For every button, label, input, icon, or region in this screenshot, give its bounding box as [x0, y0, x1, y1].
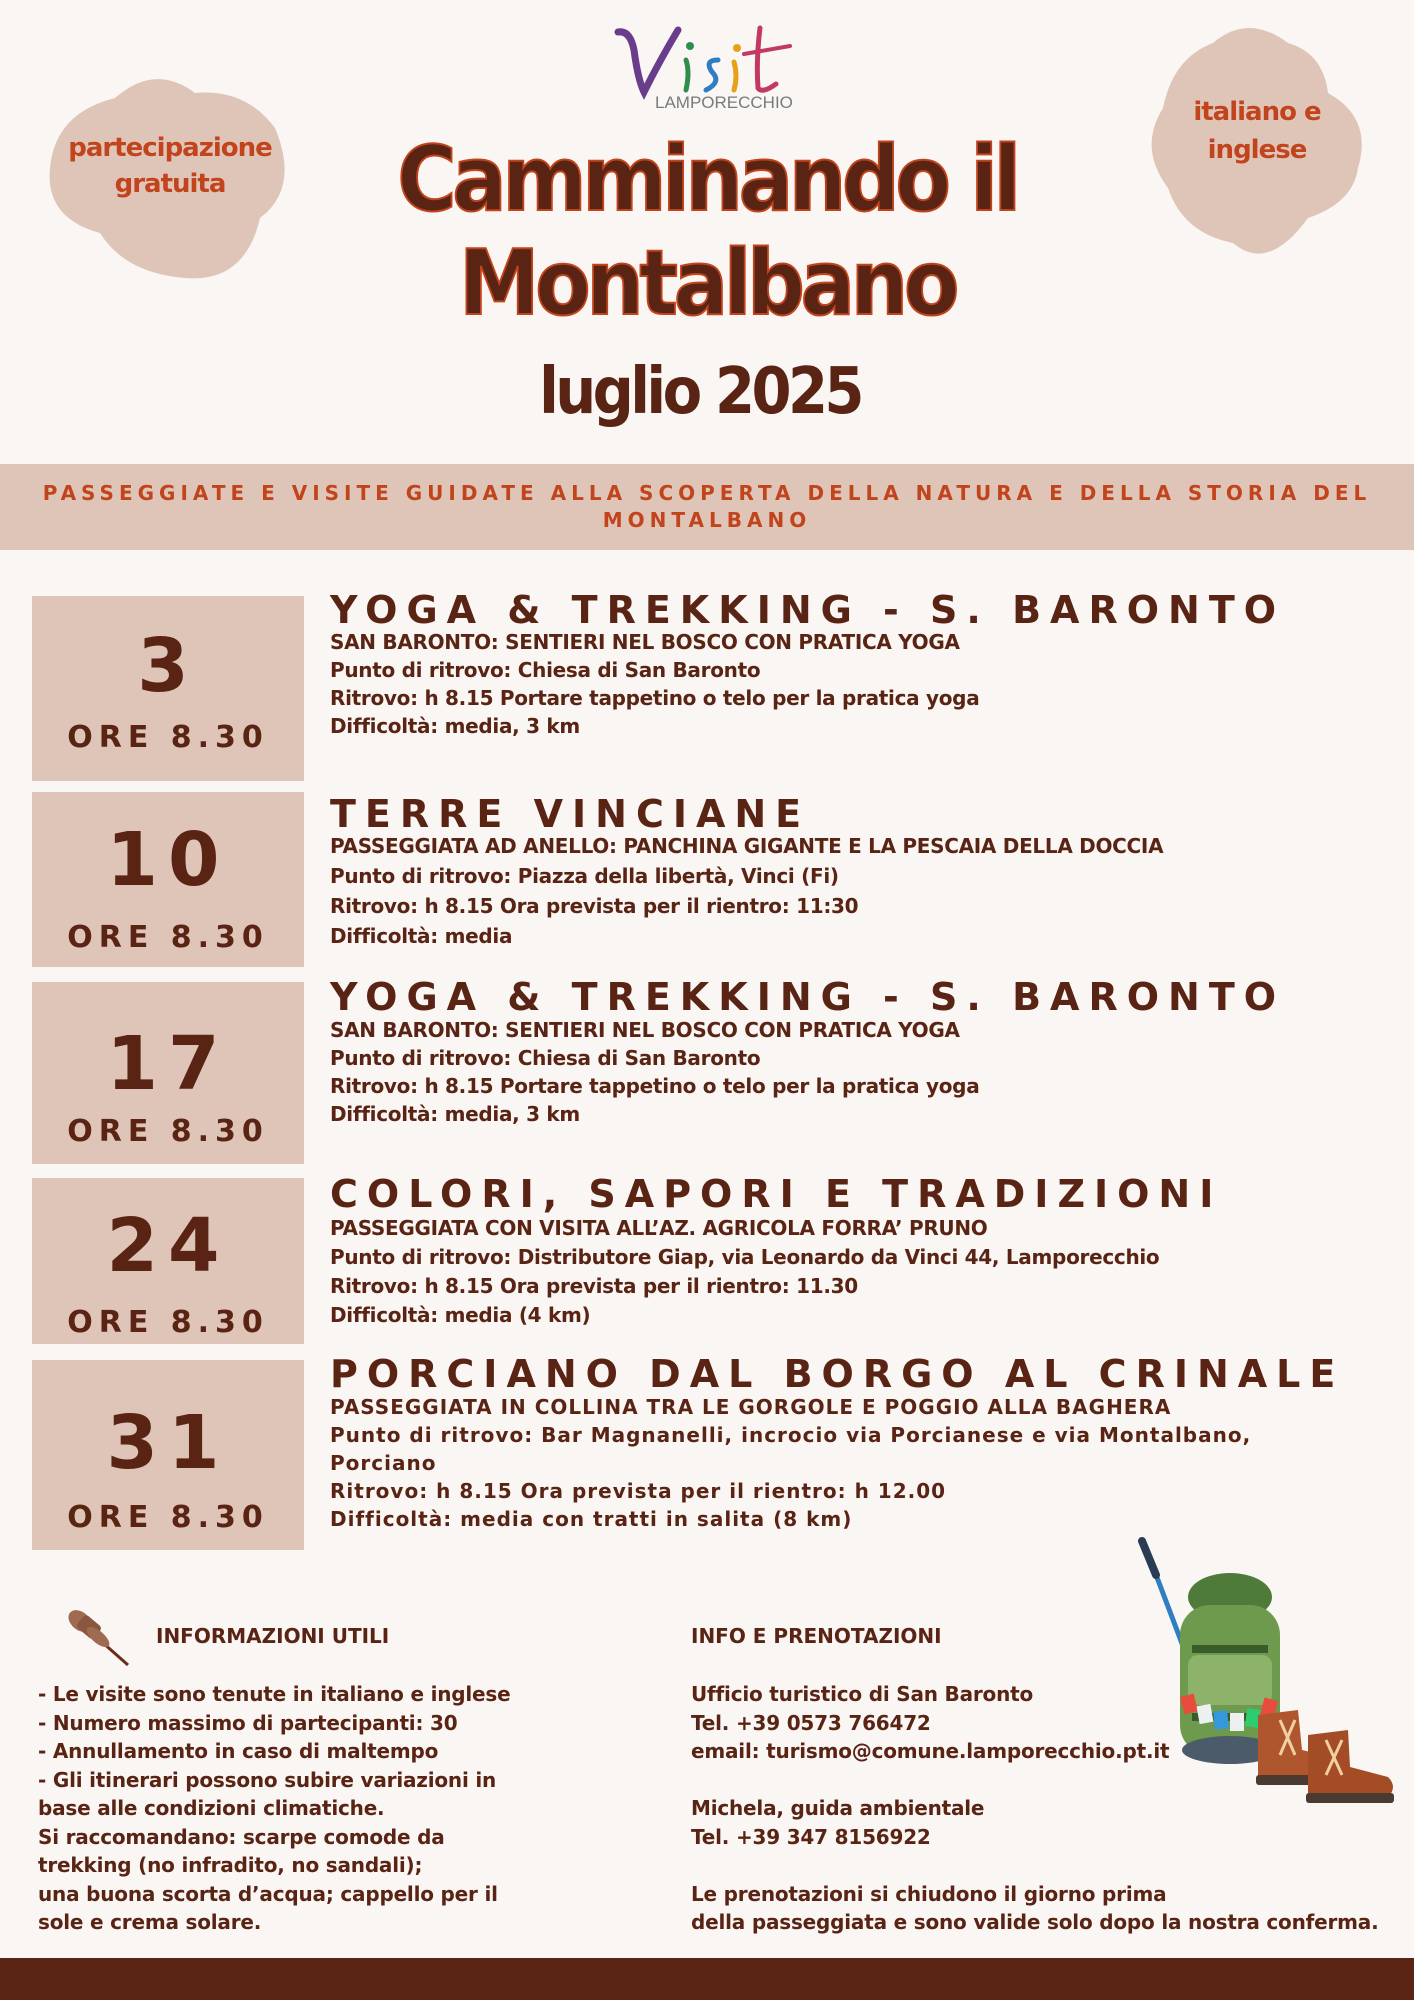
guide-name: Michela, guida ambientale — [691, 1796, 985, 1820]
event-title: PORCIANO DAL BORGO AL CRINALE — [330, 1352, 1345, 1396]
date-box — [32, 982, 304, 1164]
booking-office-phone[interactable]: Tel. +39 0573 766472 — [691, 1710, 931, 1735]
hiking-backpack-boots-icon — [1130, 1535, 1400, 1814]
banner-text: PASSEGGIATE E VISITE GUIDATE ALLA SCOPERTA DELLA NATURA E DELLA STORIA DEL MONTALBANO — [42, 481, 1372, 532]
event-day: 17 — [106, 1021, 230, 1107]
footer-bar — [0, 1958, 1414, 2000]
badge-right-line-2: inglese — [1207, 135, 1307, 165]
event-difficulty: Difficoltà: media, 3 km — [330, 714, 580, 738]
badge-left-line-1: partecipazione — [68, 133, 272, 163]
badge-left-line-2: gratuita — [114, 169, 226, 199]
event-difficulty: Difficoltà: media — [330, 924, 513, 948]
event-meeting-point: Punto di ritrovo: Chiesa di San Baronto — [330, 658, 761, 682]
event-title: COLORI, SAPORI E TRADIZIONI — [330, 1172, 1223, 1216]
event-subtitle: SAN BARONTO: SENTIERI NEL BOSCO CON PRATICA YOGA — [330, 1018, 960, 1042]
event-meeting-point: Punto di ritrovo: Bar Magnanelli, incrocio via Porcianese e via Montalbano, — [330, 1423, 1252, 1447]
booking-office: Ufficio turistico di San Baronto — [691, 1682, 1034, 1706]
event-meeting-time: Ritrovo: h 8.15 Portare tappetino o telo per la pratica yoga — [330, 686, 980, 710]
useful-info-line: sole e crema solare. — [38, 1910, 262, 1934]
useful-info-line: Si raccomandano: scarpe comode da — [38, 1824, 445, 1849]
event-meeting-point: Punto di ritrovo: Piazza della libertà, Vinci (Fi) — [330, 864, 839, 888]
event-subtitle: SAN BARONTO: SENTIERI NEL BOSCO CON PRATICA YOGA — [330, 630, 960, 654]
event-subtitle: PASSEGGIATA CON VISITA ALL’AZ. AGRICOLA FORRA’ PRUNO — [330, 1216, 988, 1240]
event-meeting-time: Ritrovo: h 8.15 Portare tappetino o telo per la pratica yoga — [330, 1074, 980, 1098]
event-meeting-time: Ritrovo: h 8.15 Ora prevista per il rientro: 11.30 — [330, 1274, 858, 1298]
useful-info-line: trekking (no infradito, no sandali); — [38, 1853, 423, 1877]
event-time: ORE 8.30 — [67, 720, 269, 755]
booking-note: della passeggiata e sono valide solo dopo la nostra conferma. — [691, 1910, 1379, 1934]
event-time: ORE 8.30 — [67, 1114, 269, 1149]
event-title: YOGA & TREKKING - S. BARONTO — [330, 975, 1286, 1019]
logo-subtitle: LAMPORECCHIO — [655, 93, 793, 112]
event-time: ORE 8.30 — [67, 1305, 269, 1340]
visit-lamporecchio-logo — [600, 10, 810, 120]
event-meeting-point: Punto di ritrovo: Chiesa di San Baronto — [330, 1046, 761, 1070]
tagline-banner — [0, 464, 1414, 550]
date-box — [32, 1360, 304, 1550]
badge-right-line-1: italiano e — [1193, 97, 1321, 127]
date-box — [32, 596, 304, 781]
guide-phone[interactable]: Tel. +39 347 8156922 — [691, 1824, 931, 1849]
event-time: ORE 8.30 — [67, 920, 269, 955]
event-time: ORE 8.30 — [67, 1500, 269, 1535]
event-meeting-point-cont: Porciano — [330, 1451, 437, 1475]
event-day: 24 — [106, 1203, 230, 1289]
event-subtitle: PASSEGGIATA IN COLLINA TRA LE GORGOLE E POGGIO ALLA BAGHERA — [330, 1395, 1172, 1419]
event-difficulty: Difficoltà: media con tratti in salita (8 km) — [330, 1507, 853, 1531]
booking-heading: INFO E PRENOTAZIONI — [691, 1624, 942, 1648]
title-line-2: Montalbano — [458, 231, 956, 336]
page-title — [71, 128, 1344, 336]
useful-info-line: - Gli itinerari possono subire variazioni in — [38, 1767, 497, 1792]
useful-info-line: - Annullamento in caso di maltempo — [38, 1739, 439, 1763]
pushpin-icon — [58, 1605, 130, 1671]
title-line-1: Camminando il — [397, 127, 1017, 232]
booking-note: Le prenotazioni si chiudono il giorno prima — [691, 1881, 1167, 1906]
event-meeting-time: Ritrovo: h 8.15 Ora prevista per il rientro: h 12.00 — [330, 1479, 947, 1503]
useful-info-heading: INFORMAZIONI UTILI — [156, 1624, 390, 1648]
event-day: 31 — [106, 1400, 230, 1486]
event-subtitle: PASSEGGIATA AD ANELLO: PANCHINA GIGANTE E LA PESCAIA DELLA DOCCIA — [330, 834, 1164, 858]
event-day: 3 — [137, 623, 199, 709]
useful-info-line: base alle condizioni climatiche. — [38, 1796, 385, 1820]
event-meeting-point: Punto di ritrovo: Distributore Giap, via Leonardo da Vinci 44, Lamporecchio — [330, 1245, 1160, 1269]
event-title: YOGA & TREKKING - S. BARONTO — [330, 588, 1286, 632]
page-subtitle: luglio 2025 — [539, 355, 861, 429]
useful-info-line: - Numero massimo di partecipanti: 30 — [38, 1710, 458, 1735]
event-difficulty: Difficoltà: media (4 km) — [330, 1303, 591, 1327]
event-day: 10 — [106, 817, 230, 903]
date-box — [32, 1178, 304, 1344]
event-difficulty: Difficoltà: media, 3 km — [330, 1102, 580, 1126]
visit-script-logo-icon — [600, 10, 810, 100]
date-box — [32, 792, 304, 967]
event-meeting-time: Ritrovo: h 8.15 Ora prevista per il rientro: 11:30 — [330, 894, 859, 918]
useful-info-line: una buona scorta d’acqua; cappello per il — [38, 1881, 498, 1906]
event-title: TERRE VINCIANE — [330, 792, 811, 836]
useful-info-line: - Le visite sono tenute in italiano e inglese — [38, 1682, 511, 1706]
booking-email[interactable]: email: turismo@comune.lamporecchio.pt.it — [691, 1739, 1170, 1763]
